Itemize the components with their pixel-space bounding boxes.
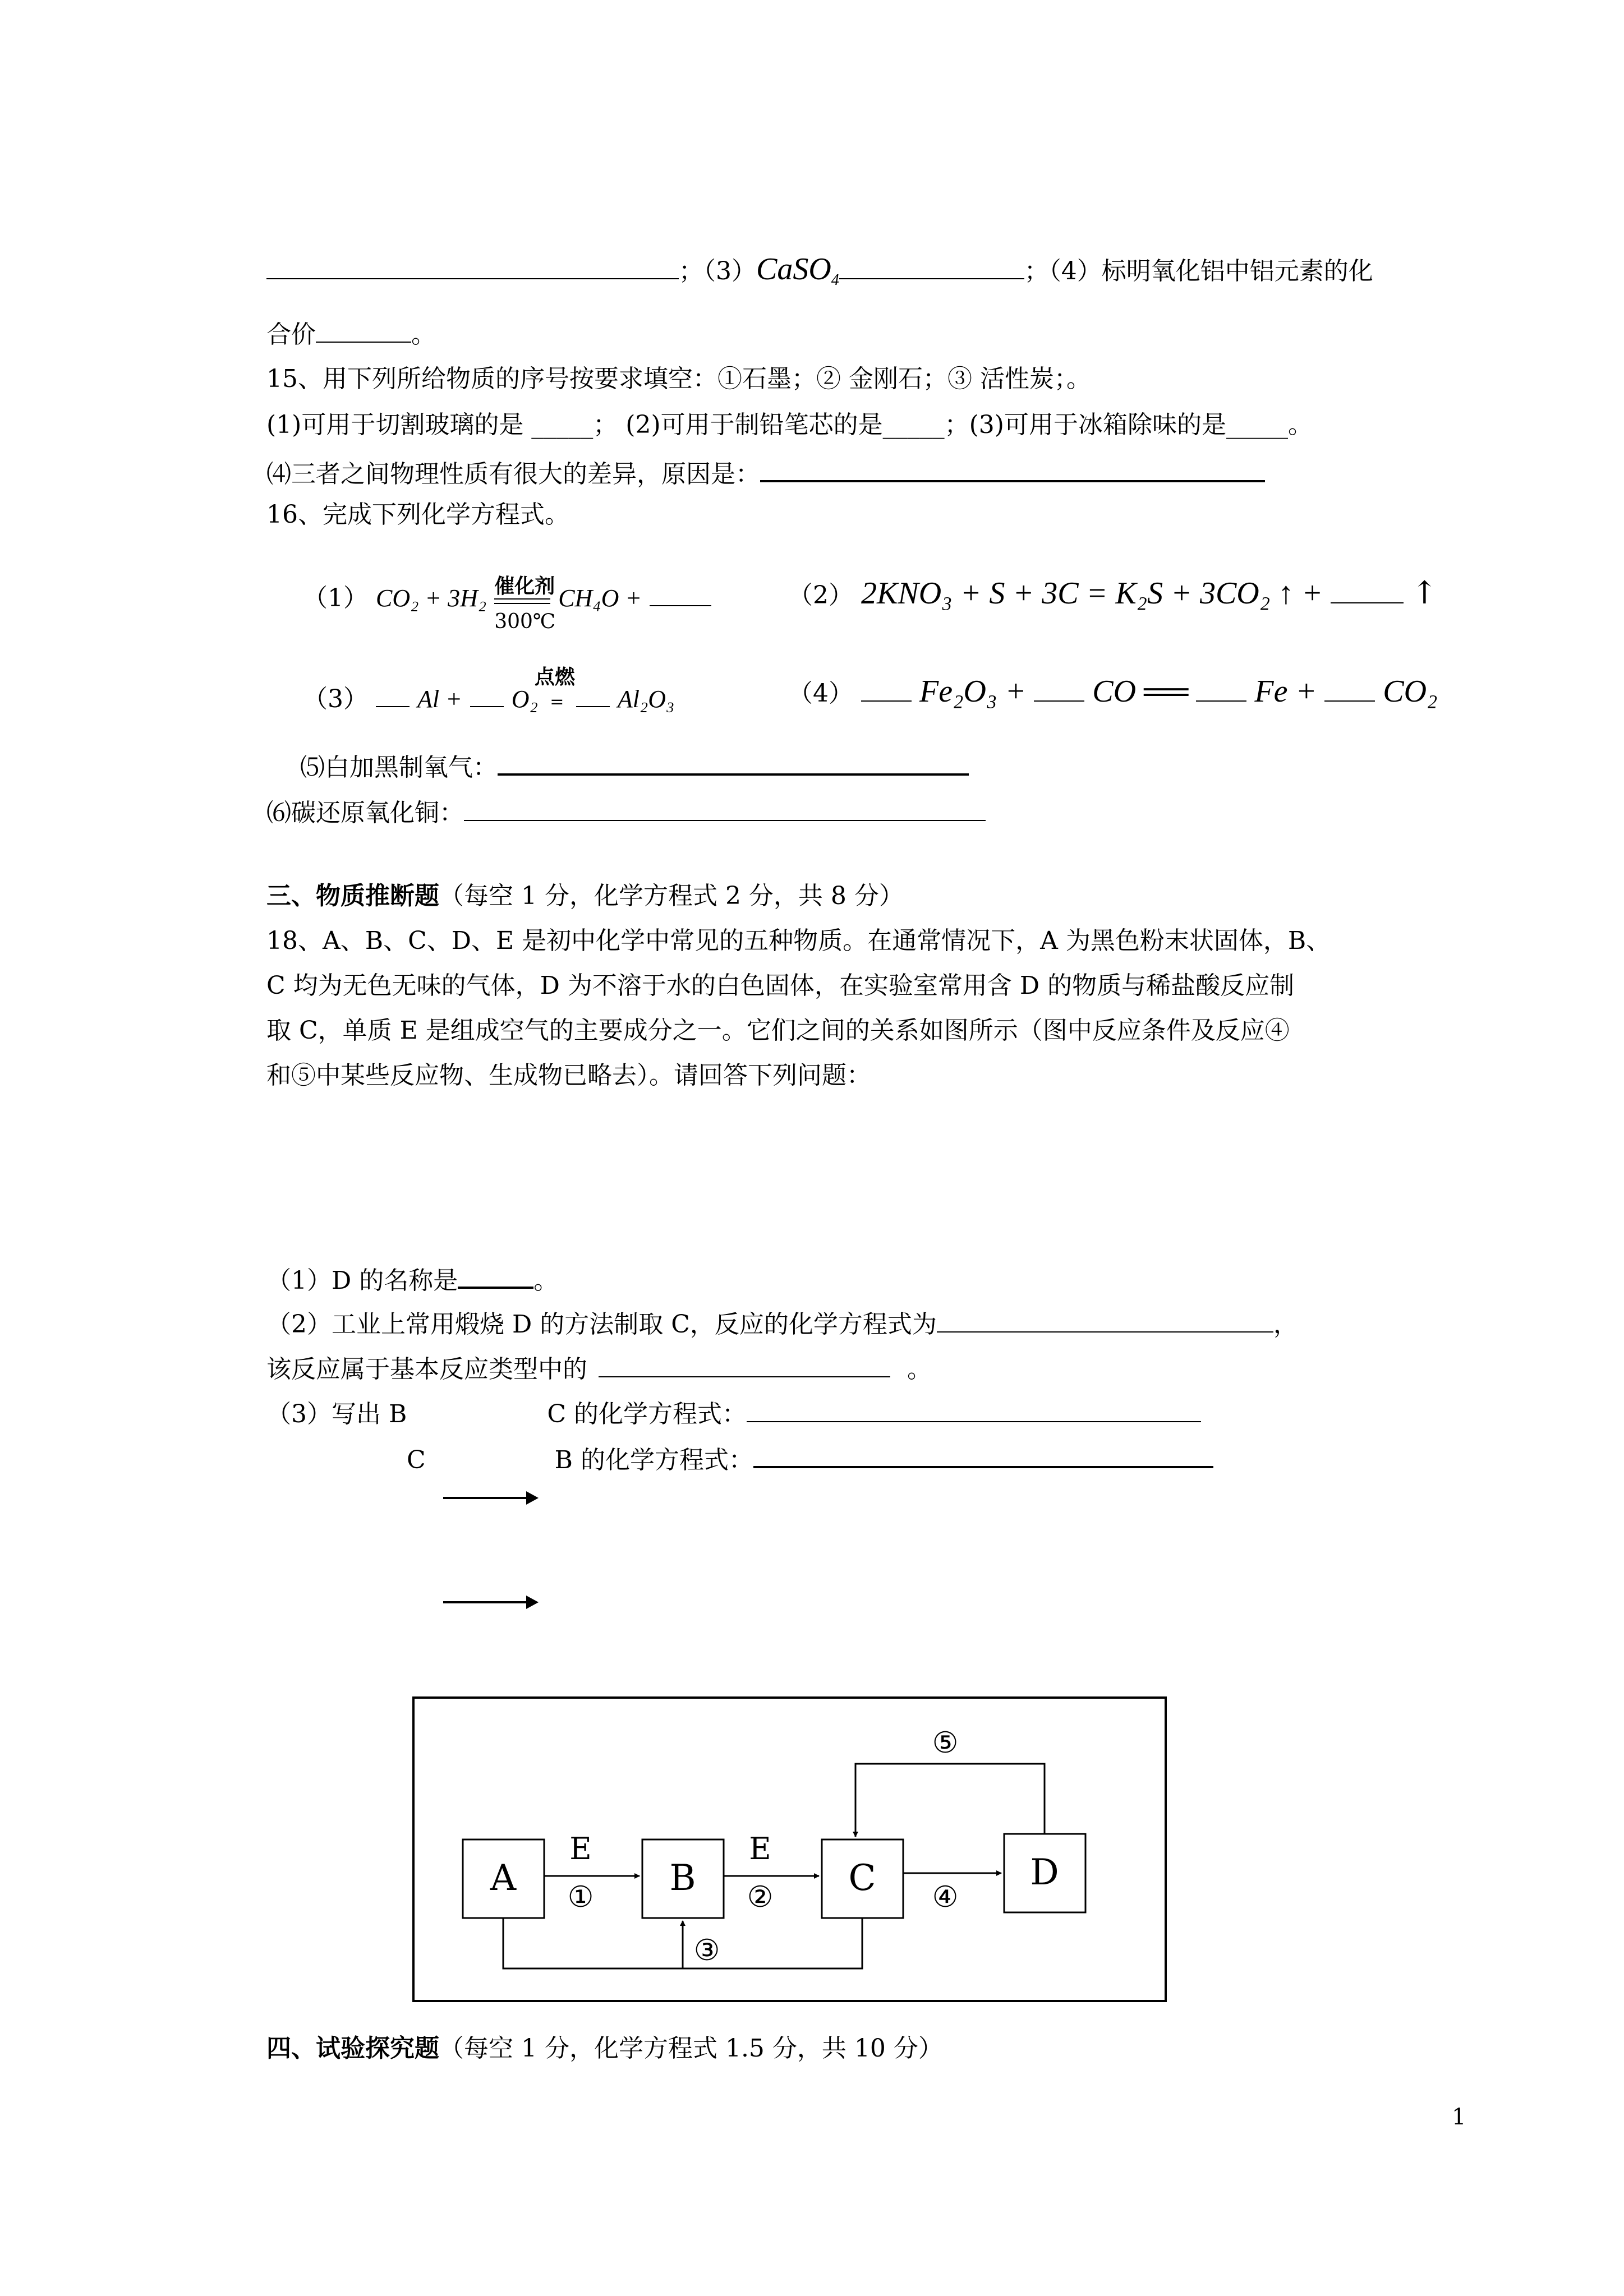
q18-a3-blank[interactable] [747, 1396, 1201, 1422]
relationship-diagram [412, 1696, 1167, 2002]
eq6-blank[interactable] [464, 795, 986, 821]
q14-blank-2[interactable] [266, 253, 679, 279]
section4-heading-line [266, 2033, 943, 2064]
eq4-label: （4） [788, 679, 853, 708]
q18-a3b-line [407, 1441, 1213, 1476]
q18-a1-line [266, 1262, 558, 1297]
eq3-o2: O₂ [511, 685, 538, 713]
eq1-blank[interactable] [650, 580, 711, 606]
section4-heading: 四、试验探究题 [266, 2034, 439, 2063]
q14-line-2 [266, 317, 436, 351]
label-e-2: E [749, 1831, 771, 1866]
equation-3 [303, 665, 675, 718]
label-r2: ② [747, 1880, 774, 1914]
q18-a2-text: （2）工业上常用煅烧 D 的方法制取 C，反应的化学方程式为 [266, 1310, 937, 1339]
eq3-blank-3[interactable] [576, 681, 610, 707]
equation-4 [788, 676, 1438, 709]
q15-blank-4[interactable] [760, 455, 1265, 482]
q14-blank-3[interactable] [839, 253, 1024, 279]
q14-part4-label: ；（4）标明氧化铝中铝元素的化 [1024, 257, 1373, 285]
q18-a3b-blank[interactable] [753, 1441, 1213, 1468]
eq3-ignite: 点燃 [534, 665, 575, 689]
eq1-catalyst: 催化剂 [494, 574, 555, 598]
q16-title: 16、完成下列化学方程式。 [266, 500, 569, 529]
eq1-reactants: CO₂ + 3H₂ [376, 584, 487, 612]
eq1-temperature: 300℃ [494, 610, 556, 633]
eq5-blank[interactable] [498, 749, 969, 776]
eq2-blank[interactable] [1331, 578, 1404, 603]
eq4-blank-1[interactable] [861, 676, 912, 702]
eq3-blank-1[interactable] [376, 681, 410, 707]
section3-score: （每空 1 分，化学方程式 2 分，共 8 分） [439, 882, 904, 910]
q14-blank-4[interactable] [316, 317, 411, 343]
q14-end: 。 [411, 320, 436, 349]
section3-heading-line [266, 880, 904, 912]
q15-item4-line [266, 455, 1265, 490]
label-r4: ④ [932, 1880, 959, 1914]
eq4-co: CO ══ [1092, 674, 1189, 709]
eq6-text: ⑹碳还原氧化铜： [266, 799, 464, 827]
q18-a2b-blank[interactable] [599, 1352, 890, 1377]
eq4-blank-3[interactable] [1196, 676, 1246, 702]
eq6-line [266, 795, 986, 829]
eq2-up-arrow: ↑ [1411, 575, 1438, 611]
eq1-products: CH₄O + [558, 584, 642, 612]
q18-a1-blank[interactable] [458, 1262, 533, 1289]
label-a: A [490, 1857, 517, 1899]
eq2-body: 2KNO₃ + S + 3C = K₂S + 3CO₂ ↑ + [861, 576, 1323, 611]
q18-a1-end: 。 [533, 1266, 559, 1295]
label-r5: ⑤ [932, 1726, 959, 1760]
q18-a2b-text: 该反应属于基本反应类型中的 [266, 1355, 587, 1384]
arrow-c-to-b [443, 1601, 527, 1603]
caso4-formula: CaSO$_4$ [756, 252, 839, 289]
q18-p2: C 均为无色无味的气体，D 为不溶于水的白色固体，在实验室常用含 D 的物质与稀盐酸反应制 [266, 971, 1295, 1000]
eq4-fe2o3: Fe₂O₃ + [919, 674, 1027, 709]
eq4-blank-2[interactable] [1034, 676, 1084, 702]
eq2-label: （2） [788, 581, 853, 610]
equation-1 [303, 574, 711, 633]
q18-a3b-c: C [407, 1446, 426, 1474]
q18-a2-blank[interactable] [937, 1307, 1273, 1333]
eq3-al2o3: Al₂O₃ [617, 685, 675, 713]
q18-a3-mid: C 的化学方程式： [547, 1400, 747, 1428]
q18-a2-line [266, 1307, 1298, 1340]
q18-p3: 取 C，单质 E 是组成空气的主要成分之一。它们之间的关系如图所示（图中反应条件及反应④ [266, 1016, 1290, 1045]
q18-a2b-end: 。 [907, 1355, 932, 1384]
q14-part3-label: ；（3） [679, 257, 756, 285]
section4-score: （每空 1 分，化学方程式 1.5 分，共 10 分） [439, 2034, 943, 2063]
q18-a1-text: （1）D 的名称是 [266, 1266, 458, 1295]
eq3-equal: = [550, 692, 564, 712]
label-e-1: E [569, 1831, 592, 1866]
eq5-line [300, 749, 969, 783]
q18-p4: 和⑤中某些反应物、生成物已略去）。请回答下列问题： [266, 1061, 871, 1090]
label-b: B [669, 1857, 696, 1899]
q18-p1: 18、A、B、C、D、E 是初中化学中常见的五种物质。在通常情况下，A 为黑色粉末状固体，B、 [266, 926, 1331, 955]
q18-a3b-mid: B 的化学方程式： [554, 1446, 753, 1474]
eq3-al: Al + [417, 685, 462, 713]
q15-items: (1)可用于切割玻璃的是 _____； (2)可用于制铅笔芯的是_____；(3)可用于冰箱除味的是_____。 [266, 411, 1313, 439]
arrow-b-to-c [443, 1497, 527, 1499]
eq3-label: （3） [303, 685, 368, 713]
page-number: 1 [1452, 2104, 1466, 2130]
q15-title: 15、用下列所给物质的序号按要求填空：①石墨；② 金刚石；③ 活性炭；。 [266, 365, 1091, 393]
eq4-co2: CO₂ [1383, 674, 1438, 709]
q18-a2-end: ， [1273, 1310, 1298, 1339]
eq5-text: ⑸白加黑制氧气： [300, 753, 498, 782]
q14-line [266, 253, 1373, 287]
q18-a3-line [266, 1396, 1201, 1430]
q14-cont-text: 合价 [266, 320, 316, 349]
eq3-condition [534, 665, 575, 718]
q18-a3-text: （3）写出 B [266, 1400, 407, 1428]
eq4-fe: Fe + [1254, 674, 1317, 709]
label-c: C [848, 1857, 876, 1899]
equation-2 [788, 575, 1438, 611]
q15-item4-text: ⑷三者之间物理性质有很大的差异，原因是： [266, 460, 760, 488]
section3-heading: 三、物质推断题 [266, 882, 439, 910]
eq1-condition [494, 574, 556, 633]
q18-a2b-line [266, 1352, 932, 1385]
label-r3: ③ [693, 1934, 720, 1967]
label-r1: ① [567, 1880, 594, 1914]
eq4-blank-4[interactable] [1324, 676, 1375, 702]
label-d: D [1030, 1852, 1059, 1893]
eq1-label: （1） [303, 584, 368, 612]
eq3-blank-2[interactable] [470, 681, 504, 707]
